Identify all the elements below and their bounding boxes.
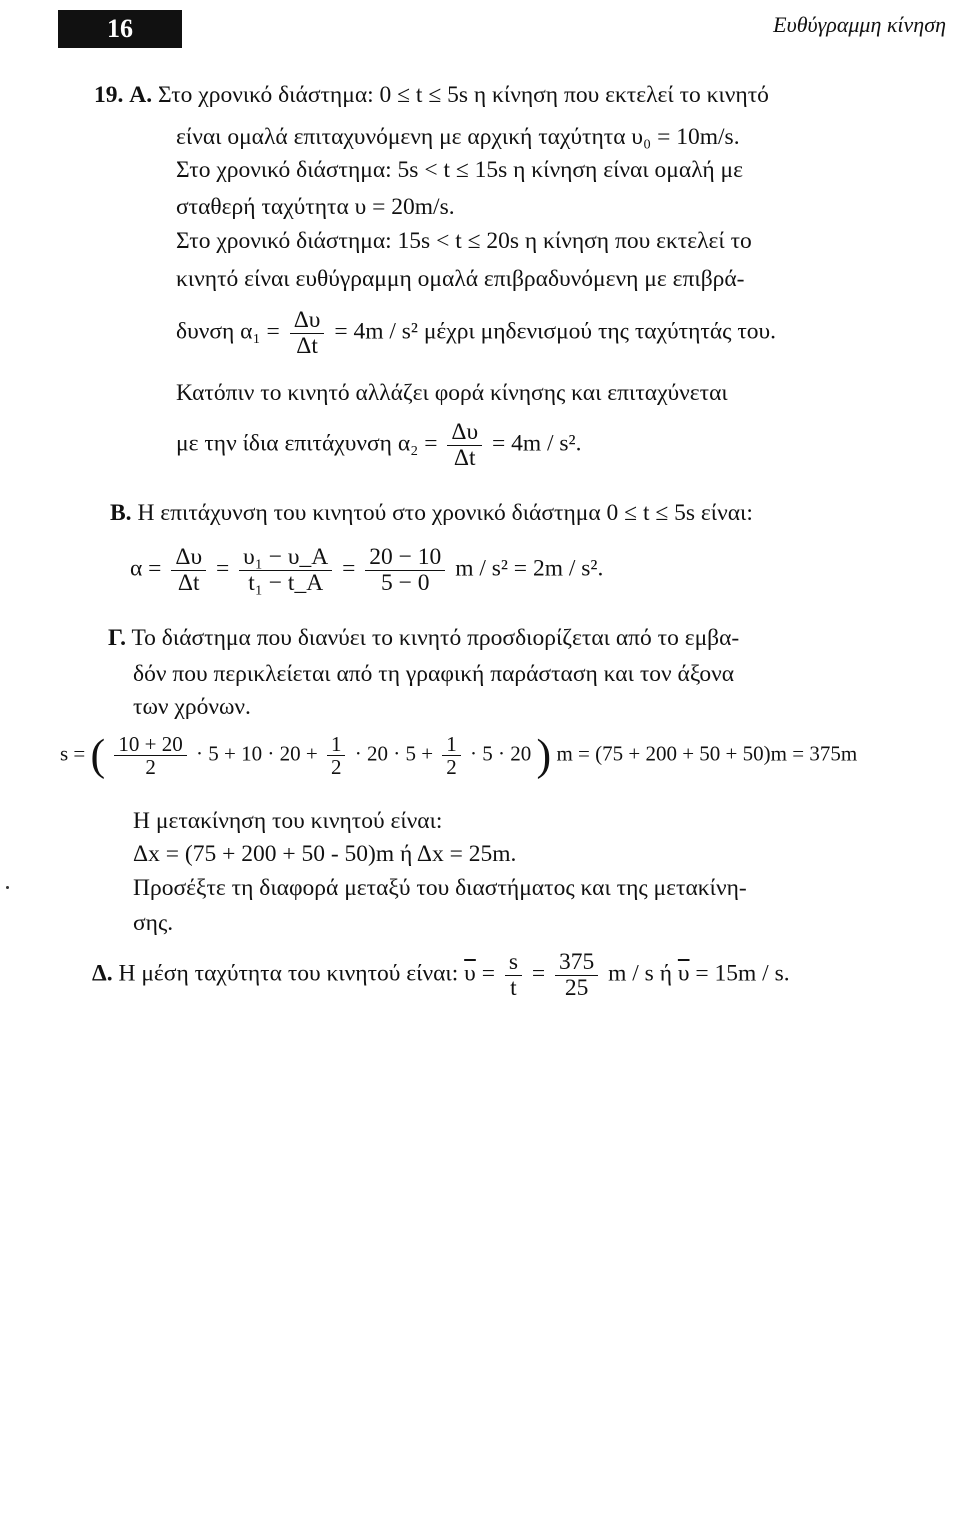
b-alpha: α = — [130, 555, 162, 582]
a-fraction-2 — [447, 420, 482, 470]
d-text: Η μέση ταχύτητα του κινητού είναι: — [118, 960, 459, 987]
a-line-9-end: = 4m / s². — [491, 430, 582, 457]
g-line-3: των χρόνων. — [133, 694, 251, 720]
d-line: Δ. Η μέση ταχύτητα του κινητού είναι: $\overline{\upsilon}$ = $\frac{s}{t}$ = $\frac{375}{25}$ m / s ή $\overline{\upsilon} = 15m / s$. — [92, 949, 790, 1001]
a-fraction-1 — [290, 308, 325, 358]
displacement-line-1: Η μετακίνηση του κινητού είναι: — [133, 808, 443, 834]
a-line-8: Κατόπιν το κινητό αλλάζει φορά κίνησης και επιταχύνεται — [176, 380, 728, 406]
s-half-2 — [442, 733, 461, 778]
a-fraction-1-num: Δυ — [290, 308, 325, 334]
d-mean-v-1: $\overline{\upsilon}$ — [464, 960, 476, 987]
s-half-2-den: 2 — [446, 755, 457, 780]
d-end: = 15m / s. — [695, 960, 790, 987]
a-line-7 — [176, 308, 776, 358]
s-half-1-num: 1 — [327, 733, 346, 756]
a-fraction-1-den: Δt — [296, 332, 318, 359]
s-part-3: · 5 · 20 — [470, 741, 532, 766]
d-fraction-1-num: s — [505, 950, 522, 976]
a-line-4: σταθερή ταχύτητα υ = 20m/s. — [176, 194, 455, 220]
s-half-1-den: 2 — [330, 755, 342, 780]
note-line-2: σης. — [133, 910, 174, 936]
b-equation: α = $\frac{\Delta\upsilon}{\Delta t}$ = $\frac{\text{υ₁ − υ\_A}}{\text{t₁ − t\_A}}$ = $\frac{20 - 10}{5 - 0}$ m / s² = 2m / s². — [130, 544, 604, 596]
d-mid: m / s ή — [608, 960, 672, 987]
part-d-label: Δ. — [92, 960, 113, 987]
s-half-2-num: 1 — [442, 733, 461, 756]
part-g-label: Γ. — [108, 625, 126, 651]
s-equation — [60, 730, 858, 780]
b-text-1: Η επιτάχυνση του κινητού στο χρονικό διάστημα 0 ≤ t ≤ 5s είναι: — [137, 500, 753, 526]
g-text-1: Το διάστημα που διανύει το κινητό προσδιορίζεται από το εμβα- — [131, 625, 740, 651]
a-line-7-end: = 4m / s² μέχρι μηδενισμού της ταχύτητάς του. — [334, 318, 777, 345]
a-line-1 — [94, 82, 769, 109]
problem-number: 19. — [94, 82, 124, 108]
a-text-1: Στο χρονικό διάστημα: 0 ≤ t ≤ 5s η κίνηση που εκτελεί το κινητό — [157, 82, 769, 108]
d-fraction-2-num: 375 — [555, 950, 598, 976]
paren-close: ) — [536, 730, 552, 780]
a-line-9 — [176, 420, 581, 470]
g-line-2: δόν που περικλείεται από τη γραφική παράσταση και τον άξονα — [133, 661, 735, 687]
page-number: 16 — [58, 10, 182, 48]
part-b-label: Β. — [110, 500, 132, 526]
a-line-5: Στο χρονικό διάστημα: 15s < t ≤ 20s η κίνηση που εκτελεί το — [176, 228, 752, 254]
b-fraction-1 — [171, 545, 206, 595]
displacement-line-2: Δx = (75 + 200 + 50 - 50)m ή Δx = 25m. — [133, 841, 517, 867]
b-fraction-2 — [239, 545, 332, 595]
s-part-2: · 20 · 5 + — [354, 741, 434, 766]
s-fraction-1-num: 10 + 20 — [114, 733, 186, 756]
b-fraction-2-num: υ₁ − υ_A — [239, 545, 332, 571]
b-fraction-3-num: 20 − 10 — [365, 545, 445, 571]
a-line-6: κινητό είναι ευθύγραμμη ομαλά επιβραδυνόμενη με επιβρά- — [176, 266, 745, 292]
s-fraction-1 — [114, 733, 186, 778]
s-label: s = — [60, 741, 86, 766]
note-line-1: Προσέξτε τη διαφορά μεταξύ του διαστήματος και της μετακίνη- — [133, 875, 747, 901]
g-line-1 — [108, 625, 739, 652]
a-line-3: Στο χρονικό διάστημα: 5s < t ≤ 15s η κίνηση είναι ομαλή με — [176, 157, 744, 183]
b-fraction-3-den: 5 − 0 — [381, 569, 430, 596]
d-fraction-1-den: t — [510, 974, 517, 1001]
b-fraction-3 — [365, 545, 445, 595]
d-fraction-2-den: 25 — [564, 974, 589, 1001]
paren-open: ( — [90, 730, 106, 780]
b-fraction-2-den: t₁ − t_A — [248, 569, 324, 596]
scan-dot — [6, 886, 9, 889]
b-line-1 — [110, 500, 753, 527]
b-fraction-1-den: Δt — [177, 569, 200, 596]
s-fraction-1-den: 2 — [145, 755, 156, 780]
s-half-1 — [327, 733, 346, 778]
d-mean-v-2: $\overline{\upsilon}$ — [677, 960, 690, 987]
a-line-7-start: δυνση α₁ = — [176, 318, 280, 345]
a-line-9-start: με την ίδια επιτάχυνση α₂ = — [176, 430, 438, 457]
d-fraction-2 — [555, 950, 598, 1000]
a-fraction-2-num: Δυ — [447, 420, 482, 446]
s-result: m = (75 + 200 + 50 + 50)m = 375m — [556, 741, 858, 766]
b-fraction-1-num: Δυ — [171, 545, 206, 571]
part-a-label: Α. — [129, 82, 153, 108]
a-line-2: είναι ομαλά επιταχυνόμενη με αρχική ταχύτητα υ₀ = 10m/s. — [176, 124, 740, 150]
b-end: m / s² = 2m / s². — [455, 555, 604, 582]
d-fraction-1 — [505, 950, 522, 1000]
s-part-1: · 5 + 10 · 20 + — [196, 741, 318, 766]
a-fraction-2-den: Δt — [453, 444, 476, 471]
running-head: Ευθύγραμμη κίνηση — [773, 12, 946, 37]
